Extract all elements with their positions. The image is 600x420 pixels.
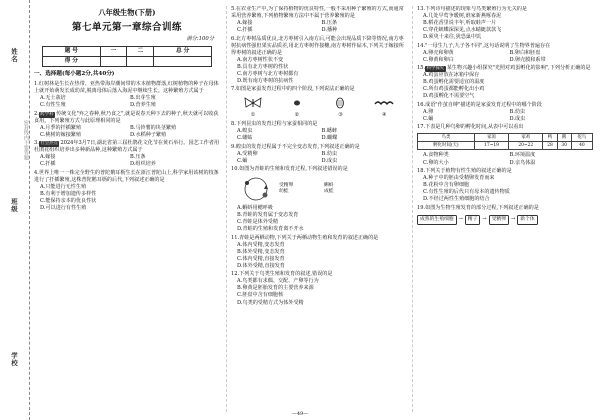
answer-option[interactable]: B.青蛙的发育属于变态发育 bbox=[237, 212, 299, 219]
question-number: 19. bbox=[417, 204, 426, 211]
answer-option[interactable]: B.马铃薯的块茎繁殖 bbox=[130, 124, 177, 131]
answer-option[interactable]: B.环境温度 bbox=[509, 152, 536, 159]
answer-option[interactable]: A.只能进行无性生殖 bbox=[40, 183, 87, 190]
stage-label: ④ bbox=[381, 112, 387, 118]
answer-option[interactable]: B.压条 bbox=[321, 20, 338, 27]
question-number: 5. bbox=[231, 6, 236, 12]
answer-options bbox=[417, 175, 596, 203]
answer-option[interactable]: A.蝗虫 bbox=[237, 128, 253, 135]
table-cell: 家鸡 bbox=[509, 134, 543, 142]
question-list bbox=[34, 81, 220, 212]
question-stem bbox=[231, 36, 406, 57]
answer-option[interactable]: B.有利于增加遗传多样性 bbox=[40, 190, 97, 197]
question-text: 青蛙是两栖动物,下列关于两栖动物生殖和发育的叙述正确的是 bbox=[239, 234, 379, 241]
question-item bbox=[231, 235, 406, 270]
table-cell: 30 bbox=[557, 142, 571, 150]
question-number: 4. bbox=[34, 169, 39, 176]
score-header-cell: 题 号 bbox=[43, 47, 101, 57]
stage-label: ① bbox=[250, 112, 256, 118]
score-cell[interactable] bbox=[100, 57, 127, 67]
cycle-stage-label: 蝌蚪 bbox=[324, 182, 334, 188]
answer-option[interactable]: A.南方枣树性状不变 bbox=[237, 56, 284, 63]
question-text: 某生物兴趣小组探究"光照对鸡蛋孵化的影响",下列分析正确的是 bbox=[446, 65, 591, 72]
question-item bbox=[34, 140, 220, 168]
question-item bbox=[417, 152, 596, 166]
question-item bbox=[417, 43, 596, 64]
answer-option[interactable]: B.幼虫 bbox=[509, 108, 526, 115]
score-header-cell: 总 分 bbox=[154, 47, 212, 57]
score-header-cell: 二 bbox=[127, 47, 154, 57]
answer-option[interactable]: C.卵的大小 bbox=[423, 159, 449, 166]
egg-icon bbox=[286, 97, 308, 109]
question-number: 7. bbox=[231, 86, 236, 93]
answer-option[interactable]: D.亲鸟体温 bbox=[509, 159, 536, 166]
question-number: 9. bbox=[231, 143, 236, 150]
question-number: 12. bbox=[231, 271, 240, 278]
table-cell: 鸟类 bbox=[418, 134, 475, 142]
arrow-icon: → bbox=[511, 216, 516, 223]
answer-option[interactable]: B.卵白和胚盘 bbox=[509, 49, 541, 56]
answer-option[interactable]: A.食物种类 bbox=[423, 152, 449, 159]
answer-options bbox=[231, 242, 406, 270]
flow-box: 成熟的生殖细胞 bbox=[417, 215, 457, 226]
question-item bbox=[231, 144, 406, 165]
answer-option[interactable]: C.胚盘中含有细胞核 bbox=[237, 292, 284, 299]
cycle-stage-label: 成蛙 bbox=[324, 189, 334, 195]
question-stem bbox=[417, 124, 596, 131]
table-cell: 孵化时间(天) bbox=[418, 142, 475, 150]
flow-box: 新个体 bbox=[517, 215, 537, 226]
answer-options bbox=[417, 72, 596, 100]
answer-option[interactable]: B.出芽生殖 bbox=[130, 95, 156, 102]
question-item bbox=[34, 111, 220, 139]
question-tag: 社会热点 bbox=[40, 141, 58, 147]
answer-options bbox=[417, 109, 596, 123]
question-text: 红树林是生长在热带、亚热带海岸潮间带的木本植物群落,红树植物的种子在母体上就开始萌发长成幼苗,脱离母体后落入海泥中继续生长。这种繁殖方式属于 bbox=[34, 81, 219, 95]
column-1 bbox=[34, 6, 220, 412]
question-item bbox=[417, 65, 596, 100]
question-number: 1. bbox=[34, 81, 39, 88]
question-number: 17. bbox=[417, 124, 426, 131]
subject-heading: 八年级生物(下册) bbox=[98, 8, 156, 17]
answer-option[interactable]: A.卵壳和卵黄 bbox=[423, 49, 454, 56]
question-number: 18. bbox=[417, 168, 426, 175]
page-number: —49— bbox=[291, 411, 309, 418]
score-cell[interactable] bbox=[154, 57, 212, 67]
answer-option[interactable]: C.蛹 bbox=[237, 157, 248, 164]
answer-option[interactable]: B.压条 bbox=[130, 154, 146, 161]
question-text: 如图为生物生殖发育的部分过程,下列叙述正确的是 bbox=[425, 204, 539, 211]
column-2 bbox=[226, 6, 406, 412]
table-row bbox=[418, 142, 593, 150]
score-table bbox=[42, 46, 212, 67]
question-text: 下表是几种鸟卵的孵化时间,从表中可以看出 bbox=[425, 124, 524, 131]
table-cell: 鸵鸟 bbox=[571, 134, 592, 142]
question-text: 传统文化"弃之春种,秋乃食之",就是说春天种下去的种子,秋天就可以收获食用。下列繁殖方式与此原理相同的是 bbox=[34, 110, 219, 124]
question-text: "一母生九子,九子各不同",这句话说明了生物界普遍存在 bbox=[425, 42, 551, 49]
cycle-arrow-icon bbox=[239, 175, 273, 203]
question-stem bbox=[34, 111, 220, 125]
answer-option[interactable]: A.嫁接 bbox=[40, 154, 56, 161]
question-number: 14. bbox=[417, 42, 426, 49]
answer-options bbox=[231, 57, 406, 85]
question-number: 15. bbox=[417, 65, 426, 72]
answer-option[interactable]: A.无土栽培 bbox=[40, 95, 66, 102]
answer-option[interactable]: A.鸟类都有求偶、交配、产卵等行为 bbox=[237, 278, 319, 285]
question-text: 世界上唯一一株完全野生的普陀鹅耳枥生长在浙江普陀山上,科学家用该树的枝条进行了扦插繁殖,这株普陀鹅耳枥的后代,下列叙述正确的是 bbox=[34, 169, 219, 183]
answer-option[interactable]: A.几处早莺争暖树,谁家新燕啄春泥 bbox=[423, 13, 502, 20]
question-text: 在农业生产中,为了保持植物的优良特性,一般不采用种子繁殖的方式,而通常采用营养繁殖,下列植物繁殖方法中不属于营养繁殖的是 bbox=[231, 6, 404, 20]
question-number: 3. bbox=[34, 140, 39, 147]
answer-option[interactable]: C.桃树的嫁接繁殖 bbox=[40, 131, 81, 138]
question-item bbox=[34, 170, 220, 212]
answer-options bbox=[34, 184, 220, 212]
answer-option[interactable]: A.鸡蛋应放在冰箱中保存 bbox=[423, 72, 480, 79]
table-cell: 28 bbox=[543, 142, 557, 150]
arrow-icon: → bbox=[482, 216, 487, 223]
question-item bbox=[231, 6, 406, 34]
question-item bbox=[231, 86, 406, 119]
table-cell: 40 bbox=[571, 142, 592, 150]
question-text: 2024年3月7日,湖北省第三届杜鹃花文化节在黄石举行。园艺工作者用杜鹃花组织培养出多种新品种,这种繁殖方式属于 bbox=[34, 140, 220, 154]
answer-options bbox=[417, 13, 596, 41]
question-number: 16. bbox=[417, 101, 426, 108]
question-number: 10. bbox=[231, 166, 240, 173]
question-tag: 跨学科 bbox=[40, 111, 54, 117]
class-field-label: 班级 bbox=[9, 198, 18, 213]
answer-option[interactable]: B.幼虫 bbox=[321, 150, 338, 157]
answer-option[interactable]: C.有性生殖的后代只有母本的遗传物质 bbox=[423, 189, 510, 196]
stage-label: ③ bbox=[338, 112, 343, 118]
question-stem bbox=[417, 102, 596, 109]
answer-options bbox=[231, 205, 406, 233]
cycle-labels bbox=[279, 183, 369, 196]
question-stem bbox=[417, 6, 596, 13]
question-text: 蝗虫的发育过程属于不完全变态发育,下列叙述正确的是 bbox=[235, 143, 360, 150]
question-item bbox=[34, 81, 220, 109]
score-table-header-row bbox=[43, 47, 212, 57]
answer-option[interactable]: C.青蛙是体外受精 bbox=[237, 219, 278, 226]
question-item bbox=[231, 166, 406, 233]
pupa-icon bbox=[329, 97, 351, 109]
answer-option[interactable]: C.扦插 bbox=[237, 27, 253, 34]
answer-options bbox=[231, 151, 406, 165]
answer-option[interactable]: D.不经过两性生殖细胞的结合 bbox=[423, 196, 490, 203]
question-text: 下列关于植物有性生殖的叙述正确的是 bbox=[425, 168, 512, 175]
question-stem bbox=[417, 43, 596, 50]
answer-options bbox=[34, 125, 220, 139]
table-cell: 17~19 bbox=[474, 142, 508, 150]
answer-option[interactable]: C.能保持亲本的优良性状 bbox=[40, 197, 97, 204]
school-field-label: 学校 bbox=[9, 352, 18, 367]
score-cell[interactable] bbox=[127, 57, 154, 67]
answer-option[interactable]: A.卵 bbox=[423, 108, 434, 115]
answer-option[interactable]: D.水稻种子繁殖 bbox=[130, 131, 167, 138]
answer-option[interactable]: D.须臾十来往,犹恐巢中饥 bbox=[423, 34, 482, 41]
question-item bbox=[417, 168, 596, 203]
question-stem bbox=[231, 6, 406, 20]
table-cell: 家鸽 bbox=[474, 134, 508, 142]
question-item bbox=[231, 121, 406, 142]
answer-options bbox=[231, 20, 406, 34]
arrow-icon: → bbox=[458, 216, 463, 223]
question-text: 如图为青蛙的生殖和发育过程,下列叙述错误的是 bbox=[239, 166, 348, 173]
answer-option[interactable]: D.营养生殖 bbox=[130, 102, 156, 109]
question-text: 成语"作茧自缚"描述的是家蚕发育过程中的哪个阶段 bbox=[425, 101, 542, 108]
answer-option[interactable]: C.蝼蛄 bbox=[237, 135, 253, 142]
cycle-stage-label: 受精卵 bbox=[279, 182, 294, 188]
answer-option[interactable]: D.鸡蛋孵化不需要空气 bbox=[423, 93, 475, 100]
flow-box: 精子 bbox=[465, 215, 481, 226]
question-stem bbox=[34, 81, 220, 95]
table-cell: 20~22 bbox=[509, 142, 543, 150]
question-stem bbox=[231, 144, 406, 151]
answer-option[interactable]: D.成虫 bbox=[509, 115, 526, 122]
score-row-label: 得 分 bbox=[43, 57, 101, 67]
section-heading: 一、选择题(每小题2分,共40分) bbox=[34, 71, 115, 78]
question-text: 下列昆虫的发育过程与家蚕相同的是 bbox=[235, 121, 318, 128]
question-text: 下列关于鸟类生殖和发育的叙述,错误的是 bbox=[239, 271, 333, 278]
answer-option[interactable]: D.既有南方枣树的抗病性 bbox=[237, 77, 294, 84]
stage-images bbox=[231, 95, 406, 111]
answer-option[interactable]: A.种子中的胚由受精卵发育而来 bbox=[423, 175, 495, 182]
answer-option[interactable]: A.月季的扦插繁殖 bbox=[40, 124, 81, 131]
answer-option[interactable]: B.鸡蛋孵化需要适宜的温度 bbox=[423, 79, 485, 86]
answer-option[interactable]: C.体内受精,直接发育 bbox=[237, 255, 285, 262]
answer-option[interactable]: D.组织培养 bbox=[130, 161, 156, 168]
table-cell: 鸭 bbox=[543, 134, 557, 142]
answer-option[interactable]: B.蟋蟀 bbox=[321, 128, 338, 135]
binding-margin bbox=[0, 0, 30, 420]
answer-option[interactable]: D.成虫 bbox=[321, 157, 338, 164]
frog-life-cycle bbox=[239, 175, 406, 203]
answer-option[interactable]: C.穿花蛱蝶深深见,点水蜻蜓款款飞 bbox=[423, 27, 502, 34]
answer-option[interactable]: D.体外受精,直接发育 bbox=[237, 262, 285, 269]
larva-icon bbox=[373, 97, 395, 109]
question-text: 如图是家蚕发育过程中的四个阶段,下列说法正确的是 bbox=[235, 86, 355, 93]
answer-options bbox=[231, 278, 406, 306]
question-text: 下列诗句描述的现象与鸟类繁殖行为无关的是 bbox=[425, 6, 527, 12]
question-list bbox=[231, 6, 406, 307]
stage-label: ② bbox=[294, 112, 299, 118]
answer-option[interactable]: D.可以进行有性生殖 bbox=[40, 204, 87, 211]
question-tag: 科学探究 bbox=[426, 66, 445, 72]
answer-option[interactable]: A.受精卵 bbox=[237, 150, 258, 157]
question-stem bbox=[417, 168, 596, 175]
page-title: 第七单元第一章综合训练 bbox=[71, 21, 182, 33]
answer-option[interactable]: D.鸟类的受精方式为体外受精 bbox=[237, 299, 304, 306]
question-number: 11. bbox=[231, 234, 240, 241]
question-stem bbox=[34, 140, 220, 154]
moth-icon bbox=[242, 97, 264, 109]
answer-options bbox=[34, 95, 220, 109]
answer-option[interactable]: B.体外受精,变态发育 bbox=[237, 248, 285, 255]
answer-option[interactable]: B.稻花香里说丰年,听取蛙声一片 bbox=[423, 20, 497, 27]
question-item bbox=[417, 6, 596, 41]
answer-option[interactable]: C.卵黄和卵白 bbox=[423, 56, 454, 63]
question-stem bbox=[231, 235, 406, 242]
question-text: 北方枣树品质优良,北方枣树引入南方后,可能会出现品质下降等情况,南方枣树抗病性强但果实品质差,用北方枣树作接穗,南方枣树作砧木,下列关于嫁接所得枣树的叙述正确的是 bbox=[231, 35, 404, 56]
table-row bbox=[418, 134, 593, 142]
question-item bbox=[231, 36, 406, 85]
answer-option[interactable]: C.南方枣树与北方枣树都有 bbox=[237, 70, 299, 77]
question-item bbox=[417, 124, 596, 150]
flow-box: 受精卵 bbox=[489, 215, 509, 226]
full-mark: 满分:100分 bbox=[186, 36, 214, 43]
answer-option[interactable]: A.体内受精,变态发育 bbox=[237, 241, 285, 248]
name-field-label: 姓名 bbox=[9, 48, 18, 63]
seal-line-note: 密封线内不要答题 bbox=[22, 120, 29, 160]
question-stem bbox=[231, 86, 406, 93]
question-list bbox=[417, 6, 596, 225]
answer-option[interactable]: D.卵壳膜和系带 bbox=[509, 56, 546, 63]
answer-option[interactable]: D.青蛙的生殖和发育离不开水 bbox=[237, 226, 304, 233]
question-item bbox=[417, 102, 596, 123]
answer-option[interactable]: D.播种 bbox=[321, 27, 338, 34]
answer-option[interactable]: C.扦插 bbox=[40, 161, 56, 168]
stage-labels bbox=[231, 113, 406, 119]
answer-option[interactable]: B.卵黄是胚胎发育的主要营养来源 bbox=[237, 285, 314, 292]
question-stem bbox=[231, 166, 406, 173]
score-table-row bbox=[43, 57, 212, 67]
cycle-stage-label: 幼蛙 bbox=[279, 189, 289, 195]
answer-option[interactable]: B.花粉中含有卵细胞 bbox=[423, 182, 470, 189]
score-header-cell: 一 bbox=[100, 47, 127, 57]
answer-option[interactable]: D.蝴蝶 bbox=[321, 135, 338, 142]
question-number: 2. bbox=[34, 110, 39, 117]
process-flow bbox=[417, 215, 596, 226]
answer-options bbox=[34, 154, 220, 168]
answer-option[interactable]: B.具有北方枣树的性状 bbox=[237, 63, 289, 70]
question-item bbox=[231, 271, 406, 306]
answer-option[interactable]: A.蝌蚪用鳃呼吸 bbox=[237, 205, 273, 212]
question-item bbox=[417, 205, 596, 226]
answer-option[interactable]: C.有性生殖 bbox=[40, 102, 66, 109]
answer-option[interactable]: C.所有鸡蛋都能孵化出小鸡 bbox=[423, 86, 485, 93]
answer-option[interactable]: A.嫁接 bbox=[237, 20, 253, 27]
column-3 bbox=[412, 6, 596, 412]
answer-options bbox=[417, 152, 596, 166]
question-stem bbox=[231, 121, 406, 128]
question-number: 8. bbox=[231, 121, 236, 128]
question-number: 6. bbox=[231, 35, 236, 42]
hatch-time-table bbox=[417, 133, 593, 150]
question-stem bbox=[417, 205, 596, 212]
question-number: 13. bbox=[417, 6, 426, 12]
answer-options bbox=[417, 50, 596, 64]
answer-options bbox=[231, 128, 406, 142]
question-stem bbox=[34, 170, 220, 184]
answer-option[interactable]: C.蛹 bbox=[423, 115, 434, 122]
table-cell: 鹅 bbox=[557, 134, 571, 142]
